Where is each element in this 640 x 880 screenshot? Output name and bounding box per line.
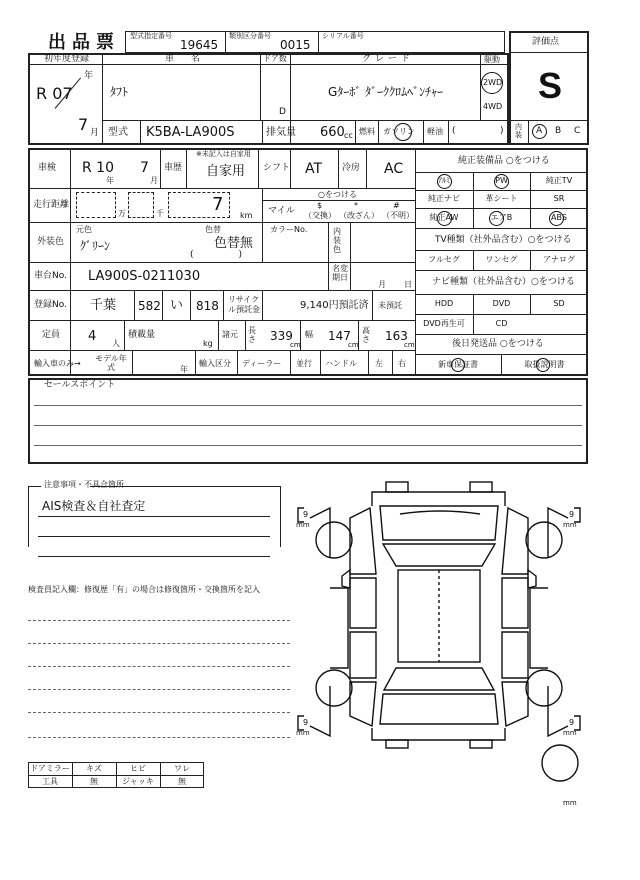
mileage-value: 7 xyxy=(212,194,224,215)
height-label: 高さ xyxy=(362,326,370,344)
equip-tv: 純正TV xyxy=(545,176,573,185)
fuel-gasoline: ガソリン xyxy=(383,127,415,136)
equip-label: 純正装備品 ○をつける xyxy=(458,156,550,166)
registration-kana: い xyxy=(170,298,184,313)
registration-class: 582 xyxy=(138,299,161,313)
car-name: ﾀﾌﾄ xyxy=(110,85,129,99)
inspector-note: 検査員記入欄：修復歴「有」の場合は修復箇所・交換箇所を記入 xyxy=(28,585,260,594)
first-registration-month: 7 xyxy=(78,115,89,134)
jack-label: ジャッキ xyxy=(122,776,154,786)
original-color-label: 元色 xyxy=(76,225,92,234)
tire-fr-unit: mm xyxy=(563,521,577,529)
import-category-label: 輸入区分 xyxy=(199,359,231,368)
height-value: 163 xyxy=(385,329,408,343)
tire-rr-unit: mm xyxy=(563,729,577,737)
scratch-label: キズ xyxy=(86,763,102,773)
sales-point-label: セールスポイント xyxy=(44,380,116,390)
drive-4wd: 4WD xyxy=(483,102,503,111)
mileage-man: 万 xyxy=(118,209,126,218)
import-dealer: ディーラー xyxy=(242,359,282,368)
name-change-label: 名変期日 xyxy=(332,264,348,282)
crack-label: ヒビ xyxy=(130,763,146,773)
class-number: 0015 xyxy=(280,38,311,52)
recycle-label: リサイクル預託金 xyxy=(228,295,260,314)
evaluation-score: S xyxy=(538,65,563,106)
later-warranty: 新車保証書 xyxy=(438,360,478,369)
first-registration-label: 初年度登録 xyxy=(44,54,90,64)
navi-cd: CD xyxy=(495,319,508,328)
displacement-label: 排気量 xyxy=(266,127,296,138)
handle-label: ハンドル xyxy=(325,359,357,368)
use-type: 自家用 xyxy=(206,164,246,179)
mileage-unknown: （不明） xyxy=(382,211,414,220)
tire-rr-depth: 9 xyxy=(569,718,575,727)
navi-hdd: HDD xyxy=(434,299,454,308)
width-unit: cm xyxy=(348,341,359,349)
door-mirror-label: ドアミラー xyxy=(30,763,70,773)
color-number-label: カラーNo. xyxy=(270,225,308,234)
equip-pw-circle xyxy=(494,174,509,189)
mileage-exchanged: （交換） xyxy=(304,211,336,220)
equip-pw: PW xyxy=(495,176,508,185)
score-label: 評価点 xyxy=(532,37,560,47)
mileage-unknown-sym: # xyxy=(393,201,400,210)
model-year-label: モデル年式 xyxy=(95,354,127,373)
name-change-month: 月 xyxy=(378,280,386,289)
car-diagram xyxy=(290,478,590,808)
mileage-unit: km xyxy=(240,211,253,220)
fuel-diesel: 軽油 xyxy=(427,127,443,136)
fuel-selected-circle xyxy=(394,123,412,141)
year-unit: 年 xyxy=(84,71,94,81)
equip-leather: 革シート xyxy=(485,194,518,203)
notes-label: 注意事項・不具合箇所 xyxy=(44,480,124,489)
recycle-unpaid: 未預託 xyxy=(378,301,402,310)
tire-fr-depth: 9 xyxy=(569,510,575,519)
equip-alloy-circle xyxy=(437,174,452,189)
interior-b: B xyxy=(555,126,562,136)
tire-fl-depth: 9 xyxy=(303,510,309,519)
navi-dvd: DVD xyxy=(492,299,511,308)
dimensions-label: 諸元 xyxy=(222,330,238,339)
navi-type-label: ナビ種類（社外品含む）○をつける xyxy=(432,277,575,287)
capacity-unit: 人 xyxy=(112,339,120,348)
mileage-alter-sym: * xyxy=(354,201,358,210)
paren-right: ) xyxy=(500,126,504,136)
grade-label: グレード xyxy=(362,54,415,64)
interior-color-label: 内装色 xyxy=(333,227,341,254)
notes-text: AIS検査＆自社査定 xyxy=(42,499,146,513)
equip-sr: SR xyxy=(553,194,565,203)
later-shipment-label: 後日発送品 ○をつける xyxy=(452,339,544,349)
type-number-label: 型式指定番号 xyxy=(130,32,172,40)
capacity-value: 4 xyxy=(88,329,97,344)
navi-sd: SD xyxy=(553,299,565,308)
mileage-label: 走行距離 xyxy=(33,200,70,210)
class-number-label: 類別区分番号 xyxy=(229,32,271,40)
shaken-month-unit: 月 xyxy=(150,176,158,185)
capacity-label: 定員 xyxy=(42,330,61,340)
mileage-mile: マイル xyxy=(268,206,295,216)
mileage-circle-note: ○をつける xyxy=(318,190,357,199)
use-note: ※未記入は自家用 xyxy=(196,150,251,158)
serial-number-label: シリアル番号 xyxy=(322,32,364,40)
ac-value: AC xyxy=(384,161,404,177)
month-unit: 月 xyxy=(90,128,100,138)
registration-pref: 千葉 xyxy=(90,298,117,313)
handle-left: 左 xyxy=(375,359,383,368)
later-manual-circle xyxy=(536,358,550,372)
width-label: 幅 xyxy=(305,330,313,339)
spare-tire-unit: mm xyxy=(563,799,577,807)
tools-value: 無 xyxy=(90,776,98,786)
length-label: 長さ xyxy=(248,326,256,344)
tools-label: 工具 xyxy=(42,776,58,786)
tv-analog: アナログ xyxy=(543,255,575,264)
jack-value: 無 xyxy=(178,776,186,786)
handle-right: 右 xyxy=(398,359,406,368)
shaken-month: 7 xyxy=(140,160,149,176)
tv-type-label: TV種類（社外品含む）○をつける xyxy=(435,235,572,245)
shaken-year-unit: 年 xyxy=(106,176,114,185)
repaint-value: 色替無 xyxy=(214,236,254,251)
shaken-label: 車検 xyxy=(38,163,57,173)
height-unit: cm xyxy=(404,341,415,349)
equip-abs: ABS xyxy=(551,213,567,222)
first-registration-year: R 07 xyxy=(36,84,73,103)
equip-airbag-circle xyxy=(489,211,504,226)
import-only-label: 輸入車のみ→ xyxy=(34,359,81,368)
use-label: 車歴 xyxy=(164,163,183,173)
shaken-year: R 10 xyxy=(82,160,114,176)
equip-navi: 純正ナビ xyxy=(428,194,460,203)
import-parallel: 並行 xyxy=(296,359,312,368)
drive-2wd: 2WD xyxy=(483,78,503,87)
interior-label: 内装 xyxy=(515,123,522,139)
door-suffix: D xyxy=(279,107,286,117)
width-value: 147 xyxy=(328,329,351,343)
load-unit: kg xyxy=(203,339,213,348)
registration-number: 818 xyxy=(196,299,219,313)
mileage-box-1k xyxy=(128,192,154,218)
model-year-unit: 年 xyxy=(180,365,188,374)
shift-label: シフト xyxy=(263,163,291,173)
equip-abs-circle xyxy=(549,211,564,226)
load-label: 積載量 xyxy=(128,330,156,340)
displacement: 660 xyxy=(320,125,345,140)
drive-label: 駆動 xyxy=(484,55,500,64)
sales-point-box xyxy=(28,378,588,464)
registration-label: 登録No. xyxy=(34,300,67,310)
break-label: ワレ xyxy=(174,763,190,773)
color-label: 外装色 xyxy=(37,237,65,247)
tv-oneseg: ワンセグ xyxy=(485,255,518,264)
form-title: 出品票 xyxy=(48,32,120,53)
displacement-unit: cc xyxy=(344,131,353,140)
original-color: ｸﾞﾘｰﾝ xyxy=(80,239,111,253)
name-change-day: 日 xyxy=(404,280,412,289)
shift-type: AT xyxy=(305,161,323,177)
tire-rl-depth: 9 xyxy=(303,718,309,727)
grade: Gﾀｰﾎﾞ ﾀﾞｰｸｸﾛﾑﾍﾞﾝﾁｬｰ xyxy=(328,85,444,99)
equip-aw-circle xyxy=(437,211,452,226)
equip-airbag: エアB xyxy=(490,213,513,222)
later-warranty-circle xyxy=(451,358,465,372)
navi-dvd-playback: DVD再生可 xyxy=(423,319,465,328)
model-label: 型式 xyxy=(108,127,128,138)
interior-c: C xyxy=(574,126,581,136)
chassis-number: LA900S-0211030 xyxy=(88,269,201,284)
tire-rl-unit: mm xyxy=(296,729,310,737)
repaint-label: 色替 xyxy=(205,225,221,234)
type-number: 19645 xyxy=(180,38,219,52)
model-code: K5BA-LA900S xyxy=(146,125,235,140)
ac-label: 冷房 xyxy=(342,163,361,173)
tv-fullseg: フルセグ xyxy=(428,255,460,264)
length-value: 339 xyxy=(270,329,293,343)
interior-a: A xyxy=(536,126,543,136)
car-name-label: 車 名 xyxy=(165,54,205,64)
fuel-label: 燃料 xyxy=(359,127,375,136)
chassis-label: 車台No. xyxy=(34,271,67,281)
mileage-sen: 千 xyxy=(156,209,164,218)
tire-fl-unit: mm xyxy=(296,521,310,529)
repaint-paren: ( ) xyxy=(190,250,243,260)
recycle-deposit: 9,140円預託済 xyxy=(300,300,369,311)
equip-alloy: ｱﾙﾐ xyxy=(438,176,450,185)
mileage-box-10k xyxy=(76,192,116,218)
later-manual: 取扱説明書 xyxy=(524,360,565,369)
paren-left: ( xyxy=(452,126,456,136)
mileage-exch-sym: $ xyxy=(317,201,323,210)
equip-aw: 純正AW xyxy=(429,213,459,222)
mileage-altered: （改ざん） xyxy=(339,211,379,220)
door-count-label: ドア数 xyxy=(263,54,287,63)
length-unit: cm xyxy=(290,341,301,349)
